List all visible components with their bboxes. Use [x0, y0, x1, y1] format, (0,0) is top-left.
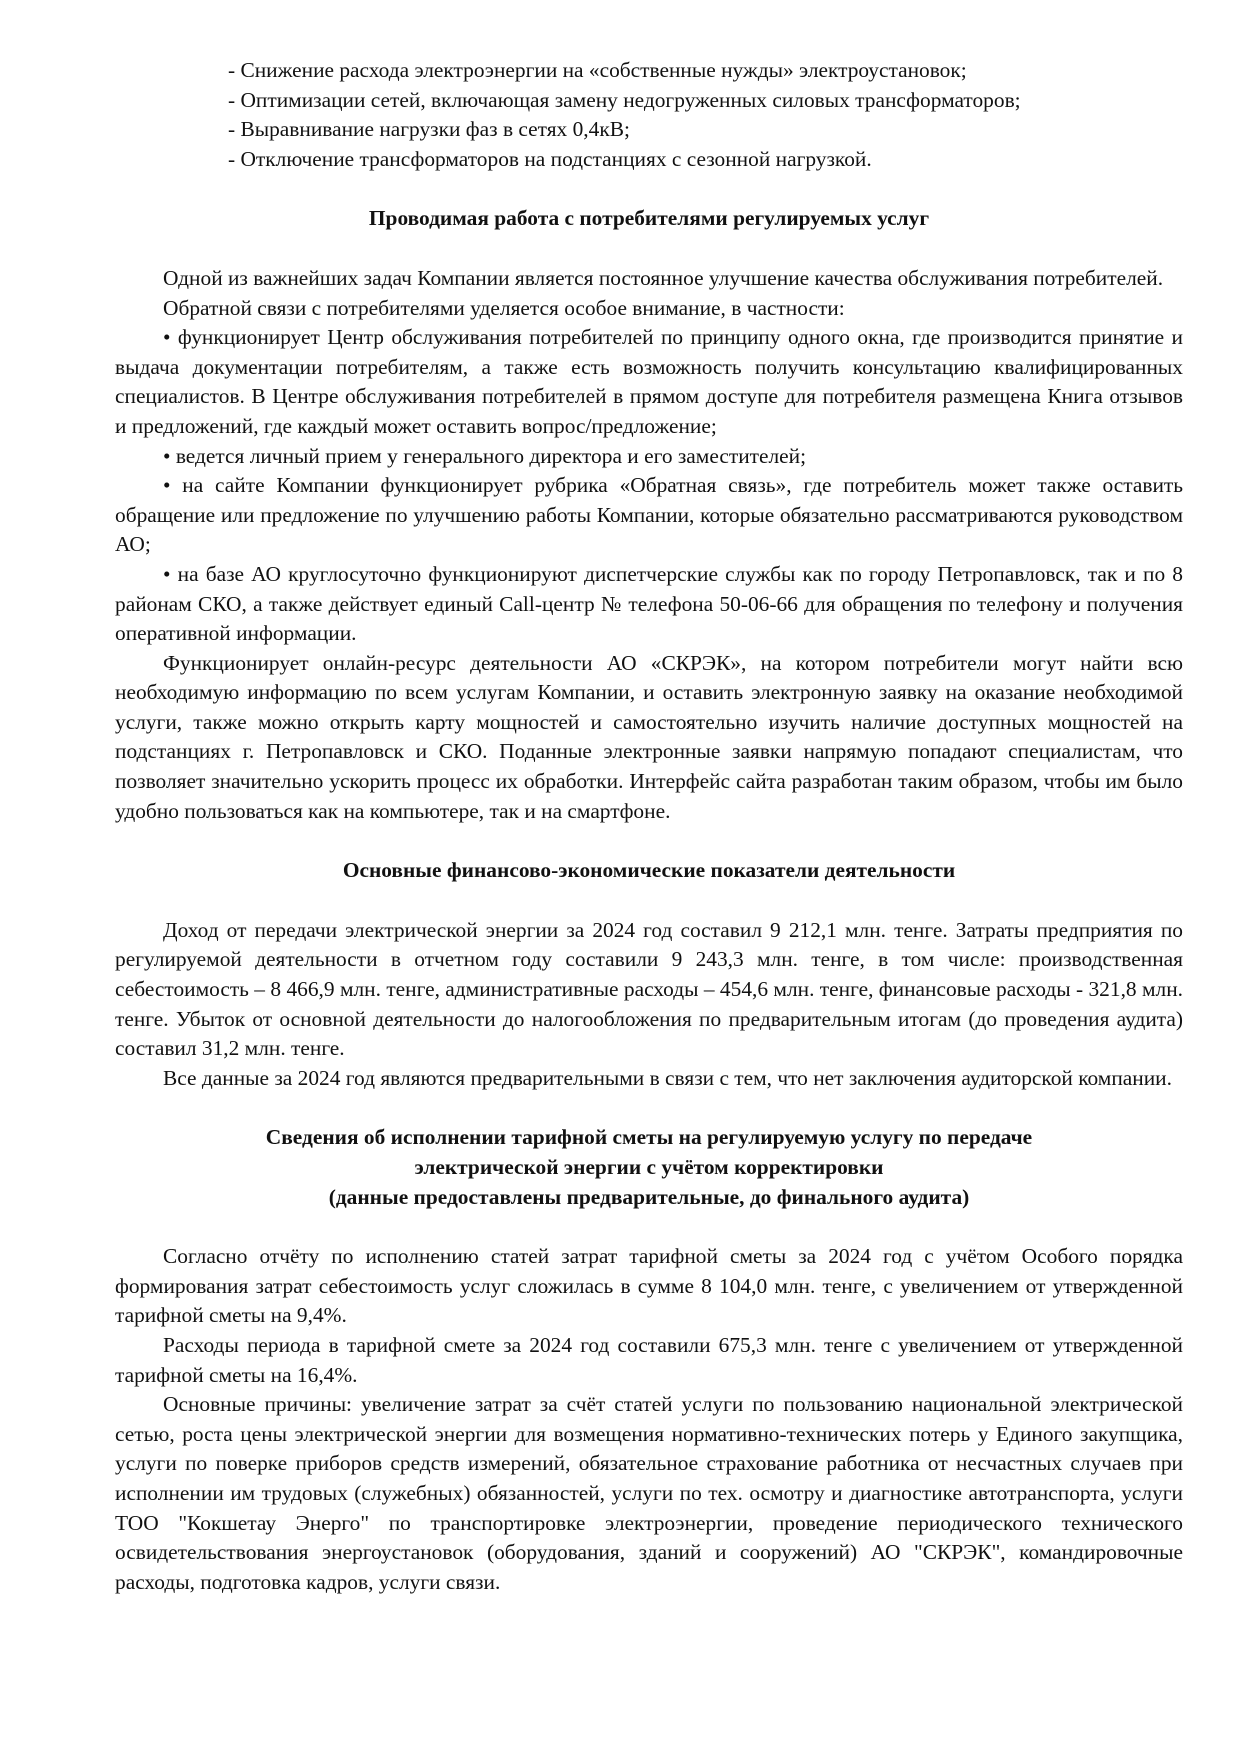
paragraph: Основные причины: увеличение затрат за счёт статей услуги по пользованию национальной электрической сетью, роста цены электрической энергии для возмещения нормативно-технических потерь у Единого закупщика, услуги по поверке приборов средств измерений, обязательное страхование работника от несчастных случаев при исполнении им трудовых (служебных) обязанностей, услуги по тех. осмотру и диагностике автотранспорта, услуги ТОО "Кокшетау Энерго" по транспортировке электроэнергии, проведение периодического технического освидетельствования энергоустановок (оборудования, зданий и сооружений) АО "СКРЭК", командировочные расходы, подготовка кадров, услуги связи.: [115, 1392, 1183, 1594]
heading-line: (данные предоставлены предварительные, до финального аудита): [328, 1184, 970, 1209]
bullet-paragraph: • на сайте Компании функционирует рубрика «Обратная связь», где потребитель может также оставить обращение или предложение по улучшению работы Компании, которые обязательно рассматриваются руководством АО;: [115, 473, 1183, 557]
bullet-paragraph: • ведется личный прием у генерального директора и его заместителей;: [163, 443, 807, 468]
paragraph: Одной из важнейших задач Компании является постоянное улучшение качества обслуживания потребителей.: [163, 265, 1164, 290]
intro-bullet-item: - Снижение расхода электроэнергии на «собственные нужды» электроустановок;: [228, 58, 967, 82]
paragraph: Обратной связи с потребителями уделяется особое внимание, в частности:: [163, 295, 845, 320]
section-heading-financials: Основные финансово-экономические показатели деятельности: [342, 858, 956, 883]
paragraph: Функционирует онлайн-ресурс деятельности АО «СКРЭК», на котором потребители могут найти всю необходимую информацию по всем услугам Компании, и оставить электронную заявку на оказание необходимой услуги, также можно открыть карту мощностей и самостоятельно изучить наличие доступных мощностей на подстанциях г. Петропавловск и СКО. Поданные электронные заявки напрямую попадают специалистам, что позволяет значительно ускорить процесс их обработки. Интерфейс сайта разработан таким образом, чтобы им было удобно пользоваться как на компьютере, так и на смартфоне.: [115, 650, 1183, 823]
intro-bullet-list: [115, 56, 1183, 174]
paragraph: Расходы периода в тарифной смете за 2024 год составили 675,3 млн. тенге с увеличением от утвержденной тарифной сметы на 16,4%.: [115, 1332, 1183, 1387]
section-heading-tariff: [115, 1123, 1183, 1212]
document-page: [115, 56, 1183, 1597]
paragraph: Все данные за 2024 год являются предварительными в связи с тем, что нет заключения аудиторской компании.: [163, 1065, 1172, 1090]
section-tariff-body: [115, 1242, 1183, 1597]
intro-bullet-item: - Отключение трансформаторов на подстанциях с сезонной нагрузкой.: [228, 146, 872, 171]
section-heading-consumers: Проводимая работа с потребителями регулируемых услуг: [368, 206, 930, 231]
intro-bullet-item: - Оптимизации сетей, включающая замену недогруженных силовых трансформаторов;: [228, 87, 1021, 112]
section-consumers-body: [115, 264, 1183, 826]
heading-line: электрической энергии с учётом корректировки: [414, 1155, 884, 1179]
section-financials-body: [115, 916, 1183, 1094]
bullet-paragraph: • на базе АО круглосуточно функционируют диспетчерские службы как по городу Петропавловск, так и по 8 районам СКО, а также действует единый Call-центр № телефона 50-06-66 для обращения по телефону и получения оперативной информации.: [115, 561, 1183, 646]
paragraph: Доход от передачи электрической энергии за 2024 год составил 9 212,1 млн. тенге. Затраты предприятия по регулируемой деятельности в отчетном году составили 9 243,3 млн. тенге, в том числе: производственная себестоимость – 8 466,9 млн. тенге, административные расходы – 454,6 млн. тенге, финансовые расходы - 321,8 млн. тенге. Убыток от основной деятельности до налогообложения по предварительным итогам (до проведения аудита) составил 31,2 млн. тенге.: [115, 917, 1183, 1061]
intro-bullet-item: - Выравнивание нагрузки фаз в сетях 0,4кВ;: [228, 117, 630, 142]
bullet-paragraph: • функционирует Центр обслуживания потребителей по принципу одного окна, где производится принятие и выдача документации потребителям, а также есть возможность получить консультацию квалифицированных специалистов. В Центре обслуживания потребителей в прямом доступе для потребителя размещена Книга отзывов и предложений, где каждый может оставить вопрос/предложение;: [115, 325, 1183, 438]
paragraph: Согласно отчёту по исполнению статей затрат тарифной сметы за 2024 год с учётом Особого порядка формирования затрат себестоимость услуг сложилась в сумме 8 104,0 млн. тенге, с увеличением от утвержденной тарифной сметы на 9,4%.: [115, 1244, 1183, 1328]
heading-line: Сведения об исполнении тарифной сметы на регулируемую услугу по передаче: [265, 1125, 1033, 1150]
